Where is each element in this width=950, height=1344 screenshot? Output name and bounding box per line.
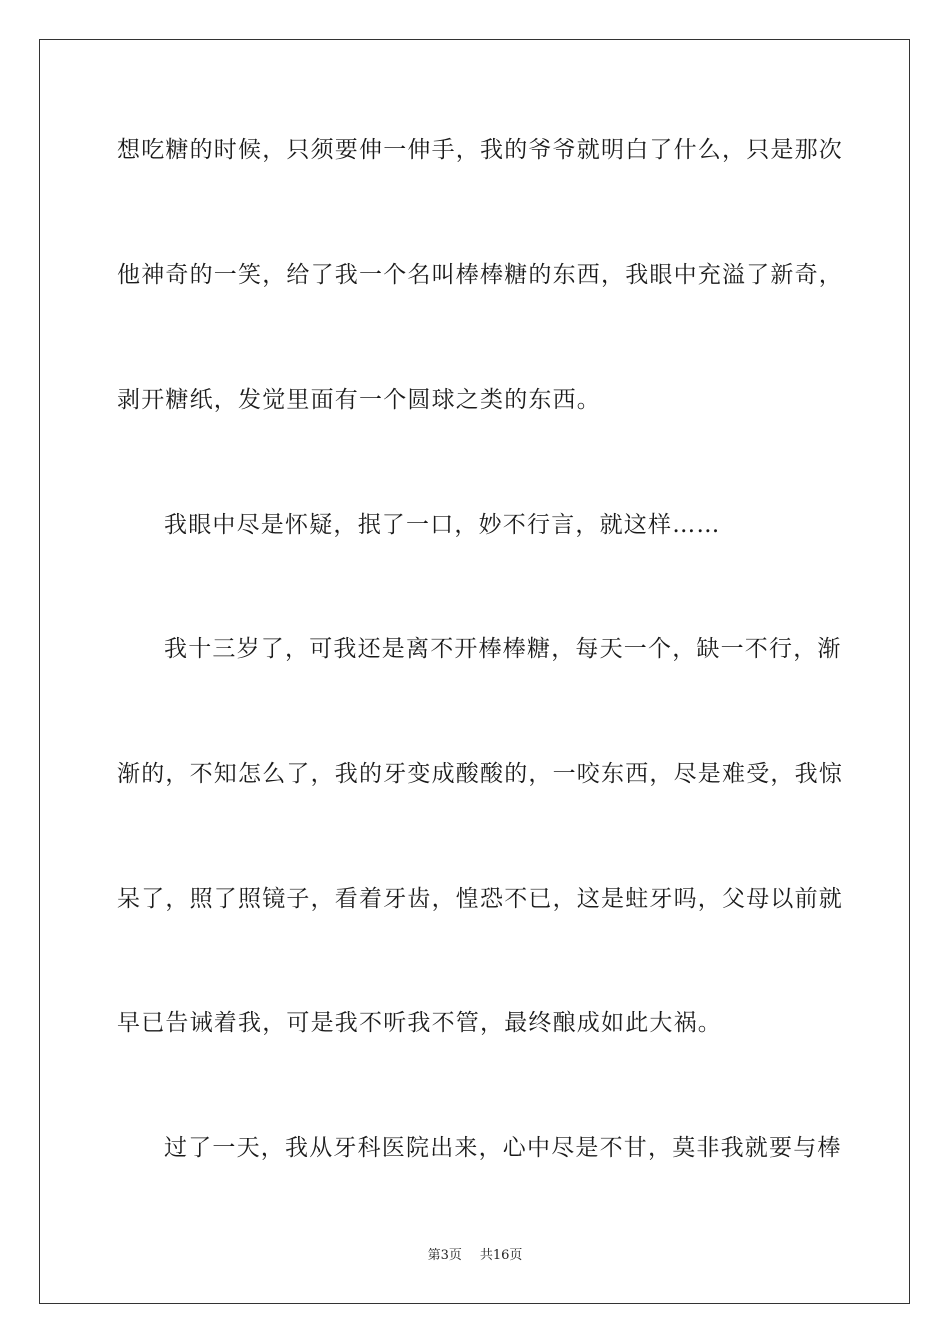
paragraph-start-line: 过了一天，我从牙科医院出来，心中尽是不甘，莫非我就要与棒: [164, 1135, 842, 1161]
text-line: 想吃糖的时候，只须要伸一伸手，我的爷爷就明白了什么，只是那次: [117, 137, 843, 163]
page-number-current: 第3页: [427, 1248, 462, 1263]
paragraph-start-line: 我十三岁了，可我还是离不开棒棒糖，每天一个，缺一不行，渐: [164, 636, 842, 662]
text-line: 剥开糖纸，发觉里面有一个圆球之类的东西。: [117, 387, 601, 413]
page-number-total: 共16页: [479, 1248, 523, 1263]
text-line: 他神奇的一笑，给了我一个名叫棒棒糖的东西，我眼中充溢了新奇，: [117, 262, 843, 288]
page-footer: [0, 1246, 950, 1266]
paragraph-start-line: 我眼中尽是怀疑，抿了一口，妙不行言，就这样……: [164, 512, 721, 538]
page-border: [39, 39, 910, 1304]
text-line: 早已告诫着我，可是我不听我不管，最终酿成如此大祸。: [117, 1010, 722, 1036]
text-line: 呆了，照了照镜子，看着牙齿，惶恐不已，这是蛀牙吗，父母以前就: [117, 886, 843, 912]
text-line: 渐的，不知怎么了，我的牙变成酸酸的，一咬东西，尽是难受，我惊: [117, 761, 843, 787]
